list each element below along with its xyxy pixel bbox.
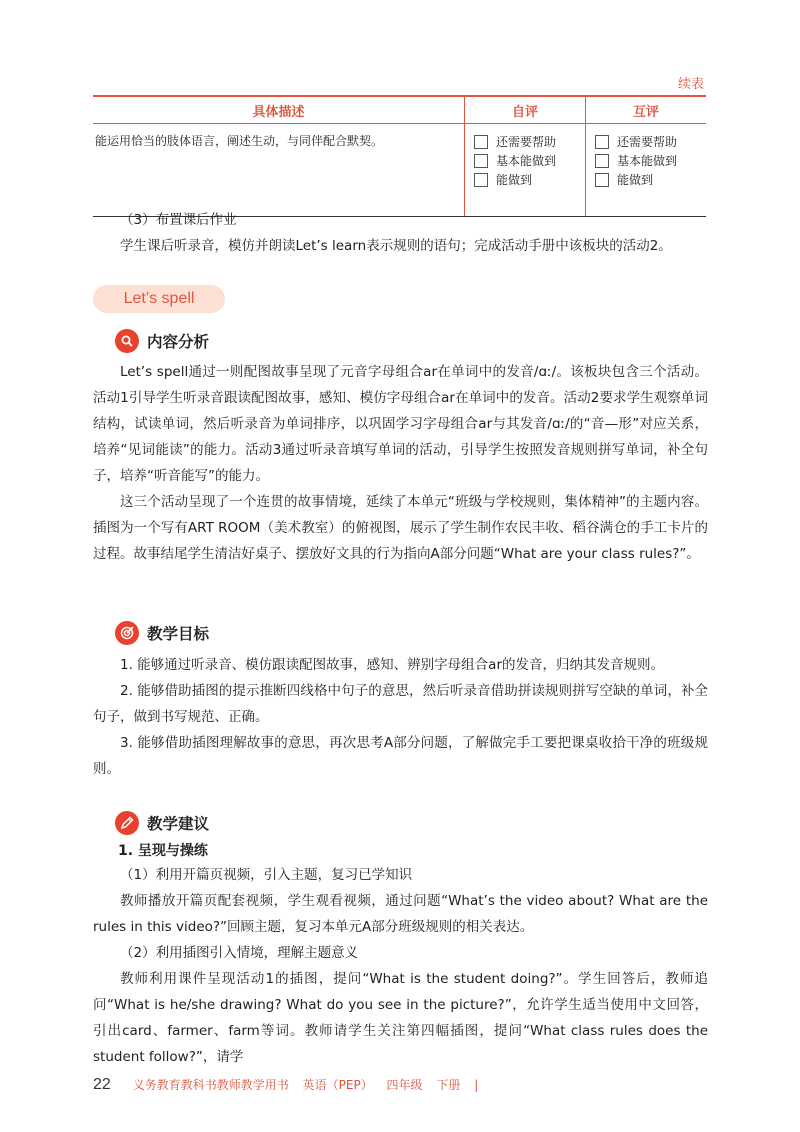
checkbox-option[interactable]: 能做到 (474, 170, 585, 189)
checkbox-option[interactable]: 能做到 (595, 170, 706, 189)
objectives-heading (115, 621, 209, 645)
checkbox-icon[interactable] (595, 173, 609, 187)
pencil-icon (115, 811, 139, 835)
section-title: 教学目标 (147, 625, 210, 643)
analysis-paragraph-2: 这三个活动呈现了一个连贯的故事情境，延续了本单元“班级与学校规则，集体精神”的主题内容。插图为一个写有ART ROOM（美术教室）的俯视图，展示了学生制作农民丰收、稻谷满仓的手工卡片的过程。故事结尾学生清洁好桌子、摆放好文具的行为指向A部分问题“What are your class rules?”。 (93, 494, 708, 562)
peer-eval-cell (586, 124, 707, 217)
homework-text: 学生课后听录音，模仿并朗读Let’s learn表示规则的语句；完成活动手册中该板块的活动2。 (120, 238, 672, 254)
header-description: 具体描述 (93, 96, 465, 124)
step-heading: （2）利用插图引入情境，理解主题意义 (120, 945, 359, 961)
row-description: 能运用恰当的肢体语言，阐述生动，与同伴配合默契。 (93, 124, 465, 217)
footer-series: 义务教育教科书教师教学用书 (132, 1078, 289, 1092)
magnifier-icon (115, 329, 139, 353)
checkbox-icon[interactable] (595, 135, 609, 149)
header-peer-eval: 互评 (586, 96, 707, 124)
objective-item: 3. 能够借助插图理解故事的意思，再次思考A部分问题，了解做完手工要把课桌收拾干净的班级规则。 (93, 735, 708, 777)
suggestions-heading (115, 811, 209, 835)
section-tag: Let’s spell (93, 285, 225, 313)
checkbox-option[interactable]: 基本能做到 (595, 151, 706, 170)
homework-heading: （3）布置课后作业 (120, 212, 237, 228)
checkbox-option[interactable]: 还需要帮助 (474, 132, 585, 151)
objective-item: 2. 能够借助插图的提示推断四线格中句子的意思，然后听录音借助拼读规则拼写空缺的单词，补全句子，做到书写规范、正确。 (93, 683, 708, 725)
analysis-paragraph-1: Let’s spell通过一则配图故事呈现了元音字母组合ar在单词中的发音/ɑː/。该板块包含三个活动。活动1引导学生听录音跟读配图故事，感知、模仿字母组合ar在单词中的发音。活动2要求学生观察单词结构，试读单词，然后听录音为单词排序，以巩固学习字母组合ar与其发音/ɑː/的“音—形”对应关系，培养“见词能读”的能力。活动3通过听录音填写单词的活动，引导学生按照发音规则拼写单词，补全句子，培养“听音能写”的能力。 (93, 364, 708, 484)
footer-subject: 英语（PEP） (302, 1078, 373, 1092)
footer-term: 下册 (436, 1078, 461, 1092)
evaluation-table (93, 95, 706, 217)
checkbox-icon[interactable] (474, 154, 488, 168)
step-text: 教师利用课件呈现活动1的插图，提问“What is the student doing?”。学生回答后，教师追问“What is he/she drawing? What do you see in the picture?”，允许学生适当使用中文回答，引出card、farmer、farm等词。教师请学生关注第四幅插图，提问“What class rules does the student follow?”，请学 (93, 971, 708, 1065)
header-self-eval: 自评 (465, 96, 586, 124)
footer-bar: | (474, 1078, 479, 1092)
section-title: 教学建议 (147, 815, 210, 833)
checkbox-icon[interactable] (474, 135, 488, 149)
footer-book-info (133, 1076, 488, 1093)
checkbox-icon[interactable] (595, 154, 609, 168)
checkbox-option[interactable]: 还需要帮助 (595, 132, 706, 151)
content-analysis-heading (115, 329, 209, 353)
checkbox-option[interactable]: 基本能做到 (474, 151, 585, 170)
step-text: 教师播放开篇页配套视频，学生观看视频，通过问题“What’s the video about? What are the rules in this video?”回顾主题，复习本单元A部分班级规则的相关表达。 (93, 893, 708, 935)
continued-label: 续表 (677, 77, 704, 92)
subsection-title: 1. 呈现与操练 (118, 843, 208, 859)
page-footer (93, 1076, 488, 1094)
step-heading: （1）利用开篇页视频，引入主题，复习已学知识 (120, 867, 413, 883)
section-title: 内容分析 (147, 333, 210, 351)
footer-grade: 四年级 (386, 1078, 423, 1092)
objective-item: 1. 能够通过听录音、模仿跟读配图故事，感知、辨别字母组合ar的发音，归纳其发音规则。 (120, 657, 664, 673)
target-icon (115, 621, 139, 645)
table-row (93, 124, 706, 217)
page-number: 22 (93, 1076, 111, 1093)
self-eval-cell (465, 124, 586, 217)
checkbox-icon[interactable] (474, 173, 488, 187)
